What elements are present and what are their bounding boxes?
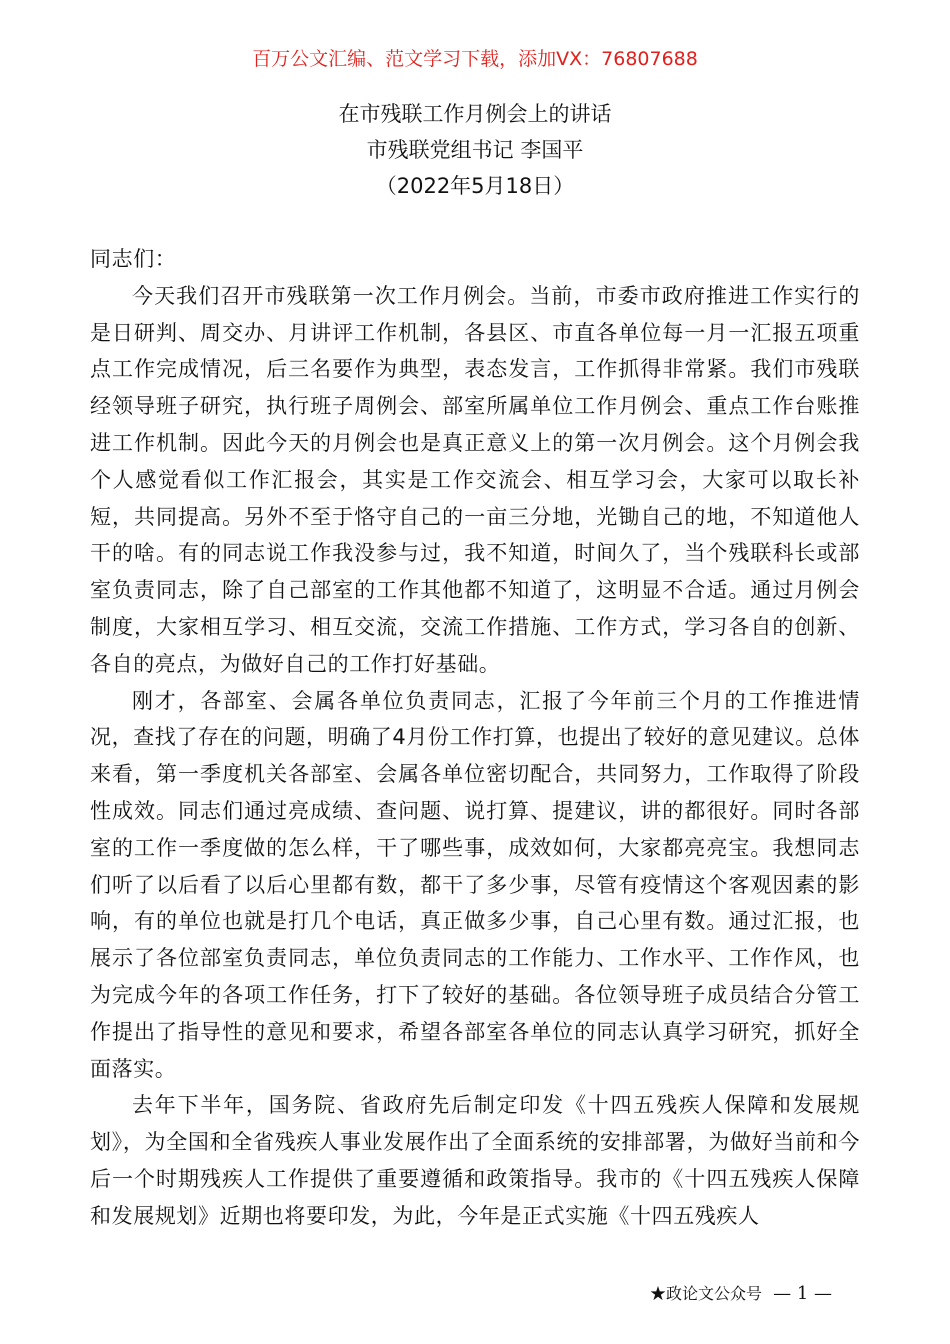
page-footer [650, 1282, 832, 1306]
speech-body [90, 241, 860, 1235]
speech-header [0, 96, 950, 204]
footer-source: ★政论文公众号 [649, 1284, 762, 1303]
paragraph-2: 刚才，各部室、会属各单位负责同志，汇报了今年前三个月的工作推进情况，查找了存在的问题，明确了4月份工作打算，也提出了较好的意见建议。总体来看，第一季度机关各部室、会属各单位密切配合，共同努力，工作取得了阶段性成效。同志们通过亮成绩、查问题、说打算、提建议，讲的都很好。同时各部室的工作一季度做的怎么样，干了哪些事，成效如何，大家都亮亮宝。我想同志们听了以后看了以后心里都有数，都干了多少事，尽管有疫情这个客观因素的影响，有的单位也就是打几个电话，真正做多少事，自己心里有数。通过汇报，也展示了各位部室负责同志，单位负责同志的工作能力、工作水平、工作作风，也为完成今年的各项工作任务，打下了较好的基础。各位领导班子成员结合分管工作提出了指导性的意见和要求，希望各部室各单位的同志认真学习研究，抓好全面落实。 [90, 688, 860, 1081]
paragraph-1: 今天我们召开市残联第一次工作月例会。当前，市委市政府推进工作实行的是日研判、周交办、月讲评工作机制，各县区、市直各单位每一月一汇报五项重点工作完成情况，后三名要作为典型，表态发言，工作抓得非常紧。我们市残联经领导班子研究，执行班子周例会、部室所属单位工作月例会、重点工作台账推进工作机制。因此今天的月例会也是真正意义上的第一次月例会。这个月例会我个人感觉看似工作汇报会，其实是工作交流会、相互学习会，大家可以取长补短，共同提高。另外不至于恪守自己的一亩三分地，光锄自己的地，不知道他人干的啥。有的同志说工作我没参与过，我不知道，时间久了，当个残联科长或部室负责同志，除了自己部室的工作其他都不知道了，这明显不合适。通过月例会制度，大家相互学习、相互交流，交流工作措施、工作方式，学习各自的创新、各自的亮点，为做好自己的工作打好基础。 [90, 283, 860, 676]
speech-date: （2022年5月18日） [375, 174, 575, 198]
page-number: — 1 — [773, 1283, 832, 1304]
speech-title: 在市残联工作月例会上的讲话 [338, 102, 612, 126]
paragraph-3: 去年下半年，国务院、省政府先后制定印发《十四五残疾人保障和发展规划》，为全国和全省残疾人事业发展作出了全面系统的安排部署，为做好当前和今后一个时期残疾人工作提供了重要遵循和政策指导。我市的《十四五残疾人保障和发展规划》近期也将要印发，为此，今年是正式实施《十四五残疾人 [90, 1093, 860, 1228]
download-banner: 百万公文汇编、范文学习下载，添加VX：76807688 [252, 48, 698, 70]
speech-author: 市残联党组书记 李国平 [366, 138, 584, 162]
salutation: 同志们： [90, 247, 177, 271]
